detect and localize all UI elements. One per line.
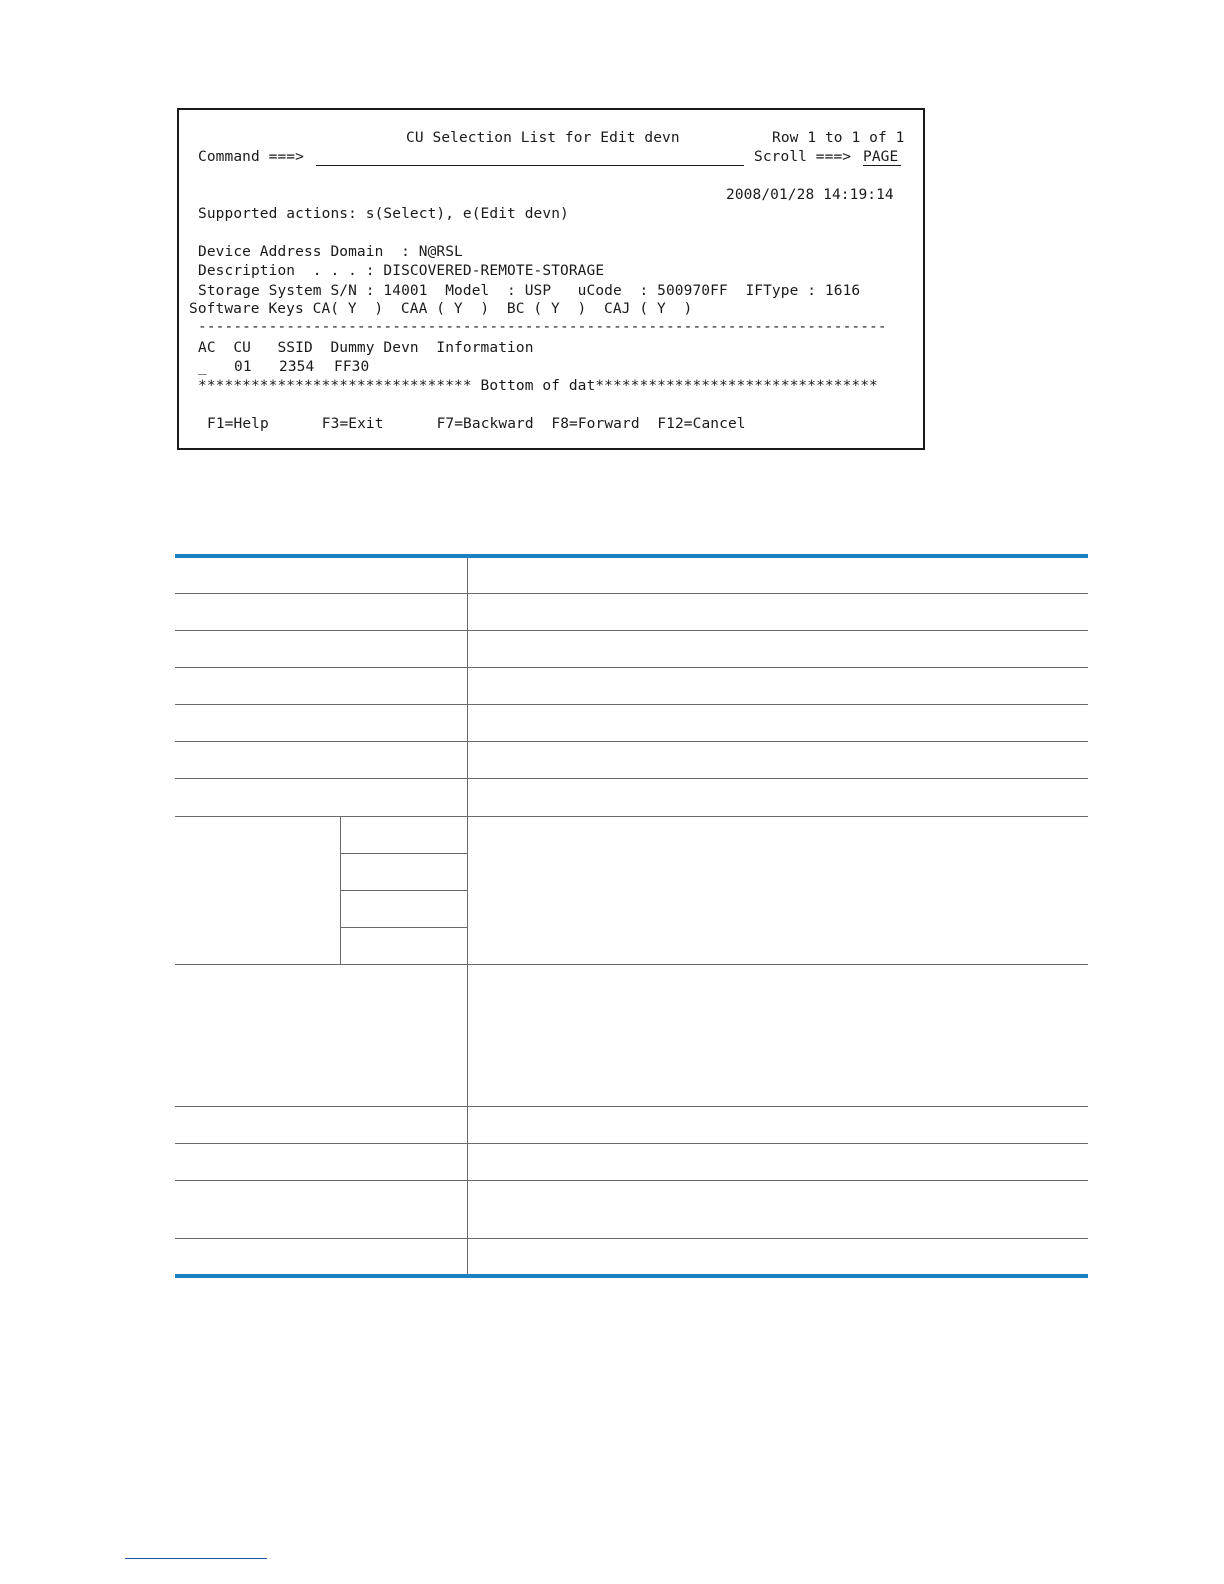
row-divider (175, 1143, 1088, 1144)
row-action-input[interactable]: _ (198, 359, 207, 375)
row-divider (175, 964, 1088, 965)
row-divider (175, 704, 1088, 705)
row-divider (175, 1238, 1088, 1239)
table-bottom-border (175, 1274, 1088, 1278)
panel-title: CU Selection List for Edit devn (406, 130, 680, 146)
bottom-of-data-marker: ******************************* Bottom of dat******************************** (198, 378, 878, 394)
device-address-domain: Device Address Domain : N@RSL (198, 244, 463, 260)
row-divider (175, 778, 1088, 779)
row-divider (175, 1180, 1088, 1181)
row-cu: 01 (234, 359, 252, 375)
row-ssid: 2354 (279, 359, 315, 375)
sub-row-divider (340, 853, 467, 854)
storage-system-line: Storage System S/N : 14001 Model : USP uCode : 500970FF IFType : 1616 (198, 283, 861, 299)
row-divider (175, 741, 1088, 742)
row-dummy-devn: FF30 (334, 359, 370, 375)
terminal-screen (177, 108, 925, 450)
row-divider (175, 630, 1088, 631)
function-keys: F1=Help F3=Exit F7=Backward F8=Forward F12=Cancel (207, 416, 746, 432)
sub-column-divider (340, 816, 341, 964)
supported-actions: Supported actions: s(Select), e(Edit devn) (198, 206, 569, 222)
row-divider (175, 1106, 1088, 1107)
scroll-input[interactable]: PAGE (863, 149, 899, 165)
row-indicator: Row 1 to 1 of 1 (772, 130, 905, 146)
separator-line: ------------------------------------------------------------------------------ (198, 319, 887, 335)
description-line: Description . . . : DISCOVERED-REMOTE-STORAGE (198, 263, 605, 279)
timestamp: 2008/01/28 14:19:14 (726, 187, 894, 203)
command-input-underline (316, 165, 744, 166)
column-divider (467, 558, 468, 1274)
row-divider (175, 816, 1088, 817)
sub-row-divider (340, 927, 467, 928)
footer-link-underline[interactable] (125, 1558, 267, 1559)
sub-row-divider (340, 890, 467, 891)
software-keys-line: Software Keys CA( Y ) CAA ( Y ) BC ( Y ) CAJ ( Y ) (189, 301, 693, 317)
command-label: Command ===> (198, 149, 304, 165)
command-input[interactable] (316, 148, 744, 166)
columns-header: AC CU SSID Dummy Devn Information (198, 340, 534, 356)
row-divider (175, 667, 1088, 668)
scroll-input-underline (863, 165, 901, 166)
scroll-label: Scroll ===> (754, 149, 852, 165)
row-divider (175, 593, 1088, 594)
parameter-table (175, 554, 1088, 1278)
table-top-border (175, 554, 1088, 558)
